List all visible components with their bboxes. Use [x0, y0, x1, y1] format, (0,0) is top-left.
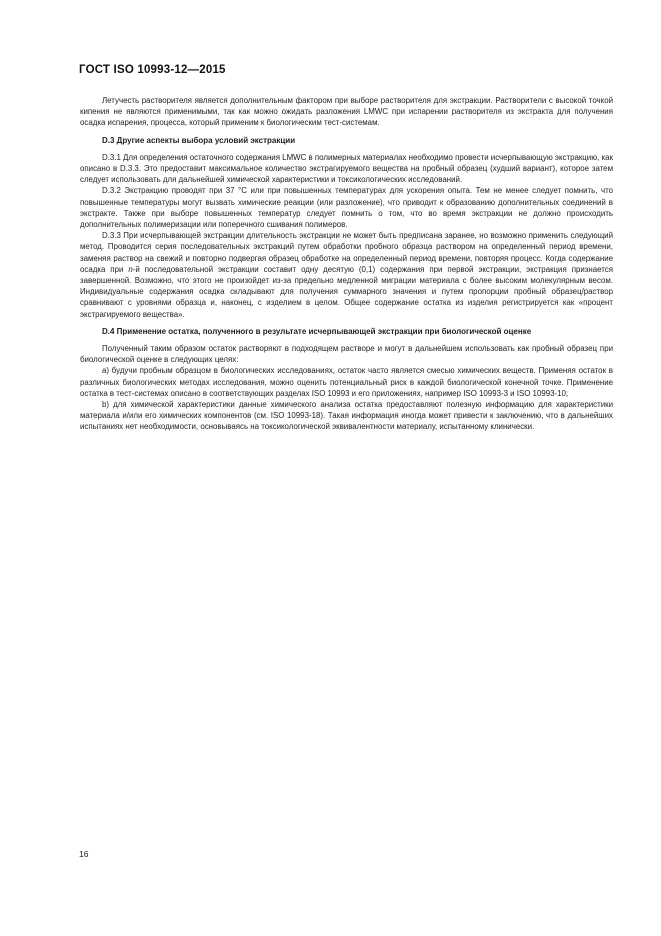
section-heading-d4: D.4 Применение остатка, полученного в результате исчерпывающей экстракции при биологической оценке — [102, 326, 532, 336]
list-item-b: b) для химической характеристики данные химического анализа остатка предоставляют полезную информацию для характеристики материала и/или его химических компонентов (см. ISO 10993-18). Такая информация иногда может привести к заключению, что в дальнейших испытаниях нет необходимости, основываясь на токсикологической эквивалентности материалу, испытанному клинически. — [80, 400, 613, 432]
paragraph-solvent-volatility: Летучесть растворителя является дополнительным фактором при выборе растворителя для экстракции. Растворители с высокой точкой кипения не являются применимыми, так как можно ожидать разложения LMWC при испарении растворителя из экстракта для получения осадка испарения, процесса, который применим к биологическим тест-системам. — [80, 96, 613, 128]
paragraph-d3-3-part-b: -й последовательной экстракции составит одну десятую (0,1) содержания при первой экстракции, экстракция признается завершенной. Возможно, что этого не произойдет из-за предельно медленной миграции материала с более высоким молекулярным весом. Индивидуальные содержания осадка складывают для получения суммарного значения и путем пропорции пробный образец/раствор сравнивают с уровнями образца и, наконец, с изделием в целом. Общее содержание остатка из изделия регистрируется как «процент экстрагируемого вещества». — [80, 264, 614, 319]
paragraph-d3-3 — [80, 230, 613, 320]
paragraph-d4-intro: Полученный таким образом остаток растворяют в подходящем растворе и могут в дальнейшем использовать как пробный образец при биологической оценке в следующих целях: — [80, 344, 613, 365]
paragraph-d3-1: D.3.1 Для определения остаточного содержания LMWC в полимерных материалах необходимо провести исчерпывающую экстракцию, как описано в D.3.3. Это предоставит максимальное количество экстрагируемого вещества на пробный образец (худший вариант), которое затем следует использовать для дальнейшей химической характеристики и токсикологических исследований. — [80, 152, 613, 185]
section-heading-d3: D.3 Другие аспекты выбора условий экстракции — [102, 135, 296, 145]
page-number: 16 — [79, 849, 89, 859]
paragraph-d3-3-italic-n: n — [128, 264, 133, 274]
list-item-a: а) будучи пробным образцом в биологических исследованиях, остаток часто является смесью химических веществ. Применяя остаток в различных биологических методах исследования, можно оценить потенциальный риск в каждой биологической конечной точке. Применение остатка в тест-системах описано в соответствующих разделах ISO 10993 и его приложениях, например ISO 10993-3 и ISO 10993-10; — [80, 366, 613, 398]
paragraph-d3-3-part-a: D.3.3 При исчерпывающей экстракции длительность экстракции не может быть предписана заранее, но возможно применить следующий метод. Проводится серия последовательных экстракций путем обработки пробного образца раствором на определенный период времени, заменяя раствор на свежий и повторно подвергая образец обработке на определенный период времени, повторяя процесс. Когда содержание осадка при — [80, 231, 613, 274]
paragraph-d3-2: D.3.2 Экстракцию проводят при 37 °C или при повышенных температурах для ускорения опыта. Тем не менее следует помнить, что повышенные температуры могут вызвать химические реакции (или разложение), что приводит к образованию дополнительных соединений в экстракте. Также при выборе повышенных температур следует помнить о том, что во время экстракции не должно происходить дополнительных полимеризации или поперечного сшивания полимеров. — [80, 186, 613, 230]
document-header-title: ГОСТ ISO 10993-12—2015 — [79, 64, 226, 76]
document-body — [80, 95, 613, 433]
